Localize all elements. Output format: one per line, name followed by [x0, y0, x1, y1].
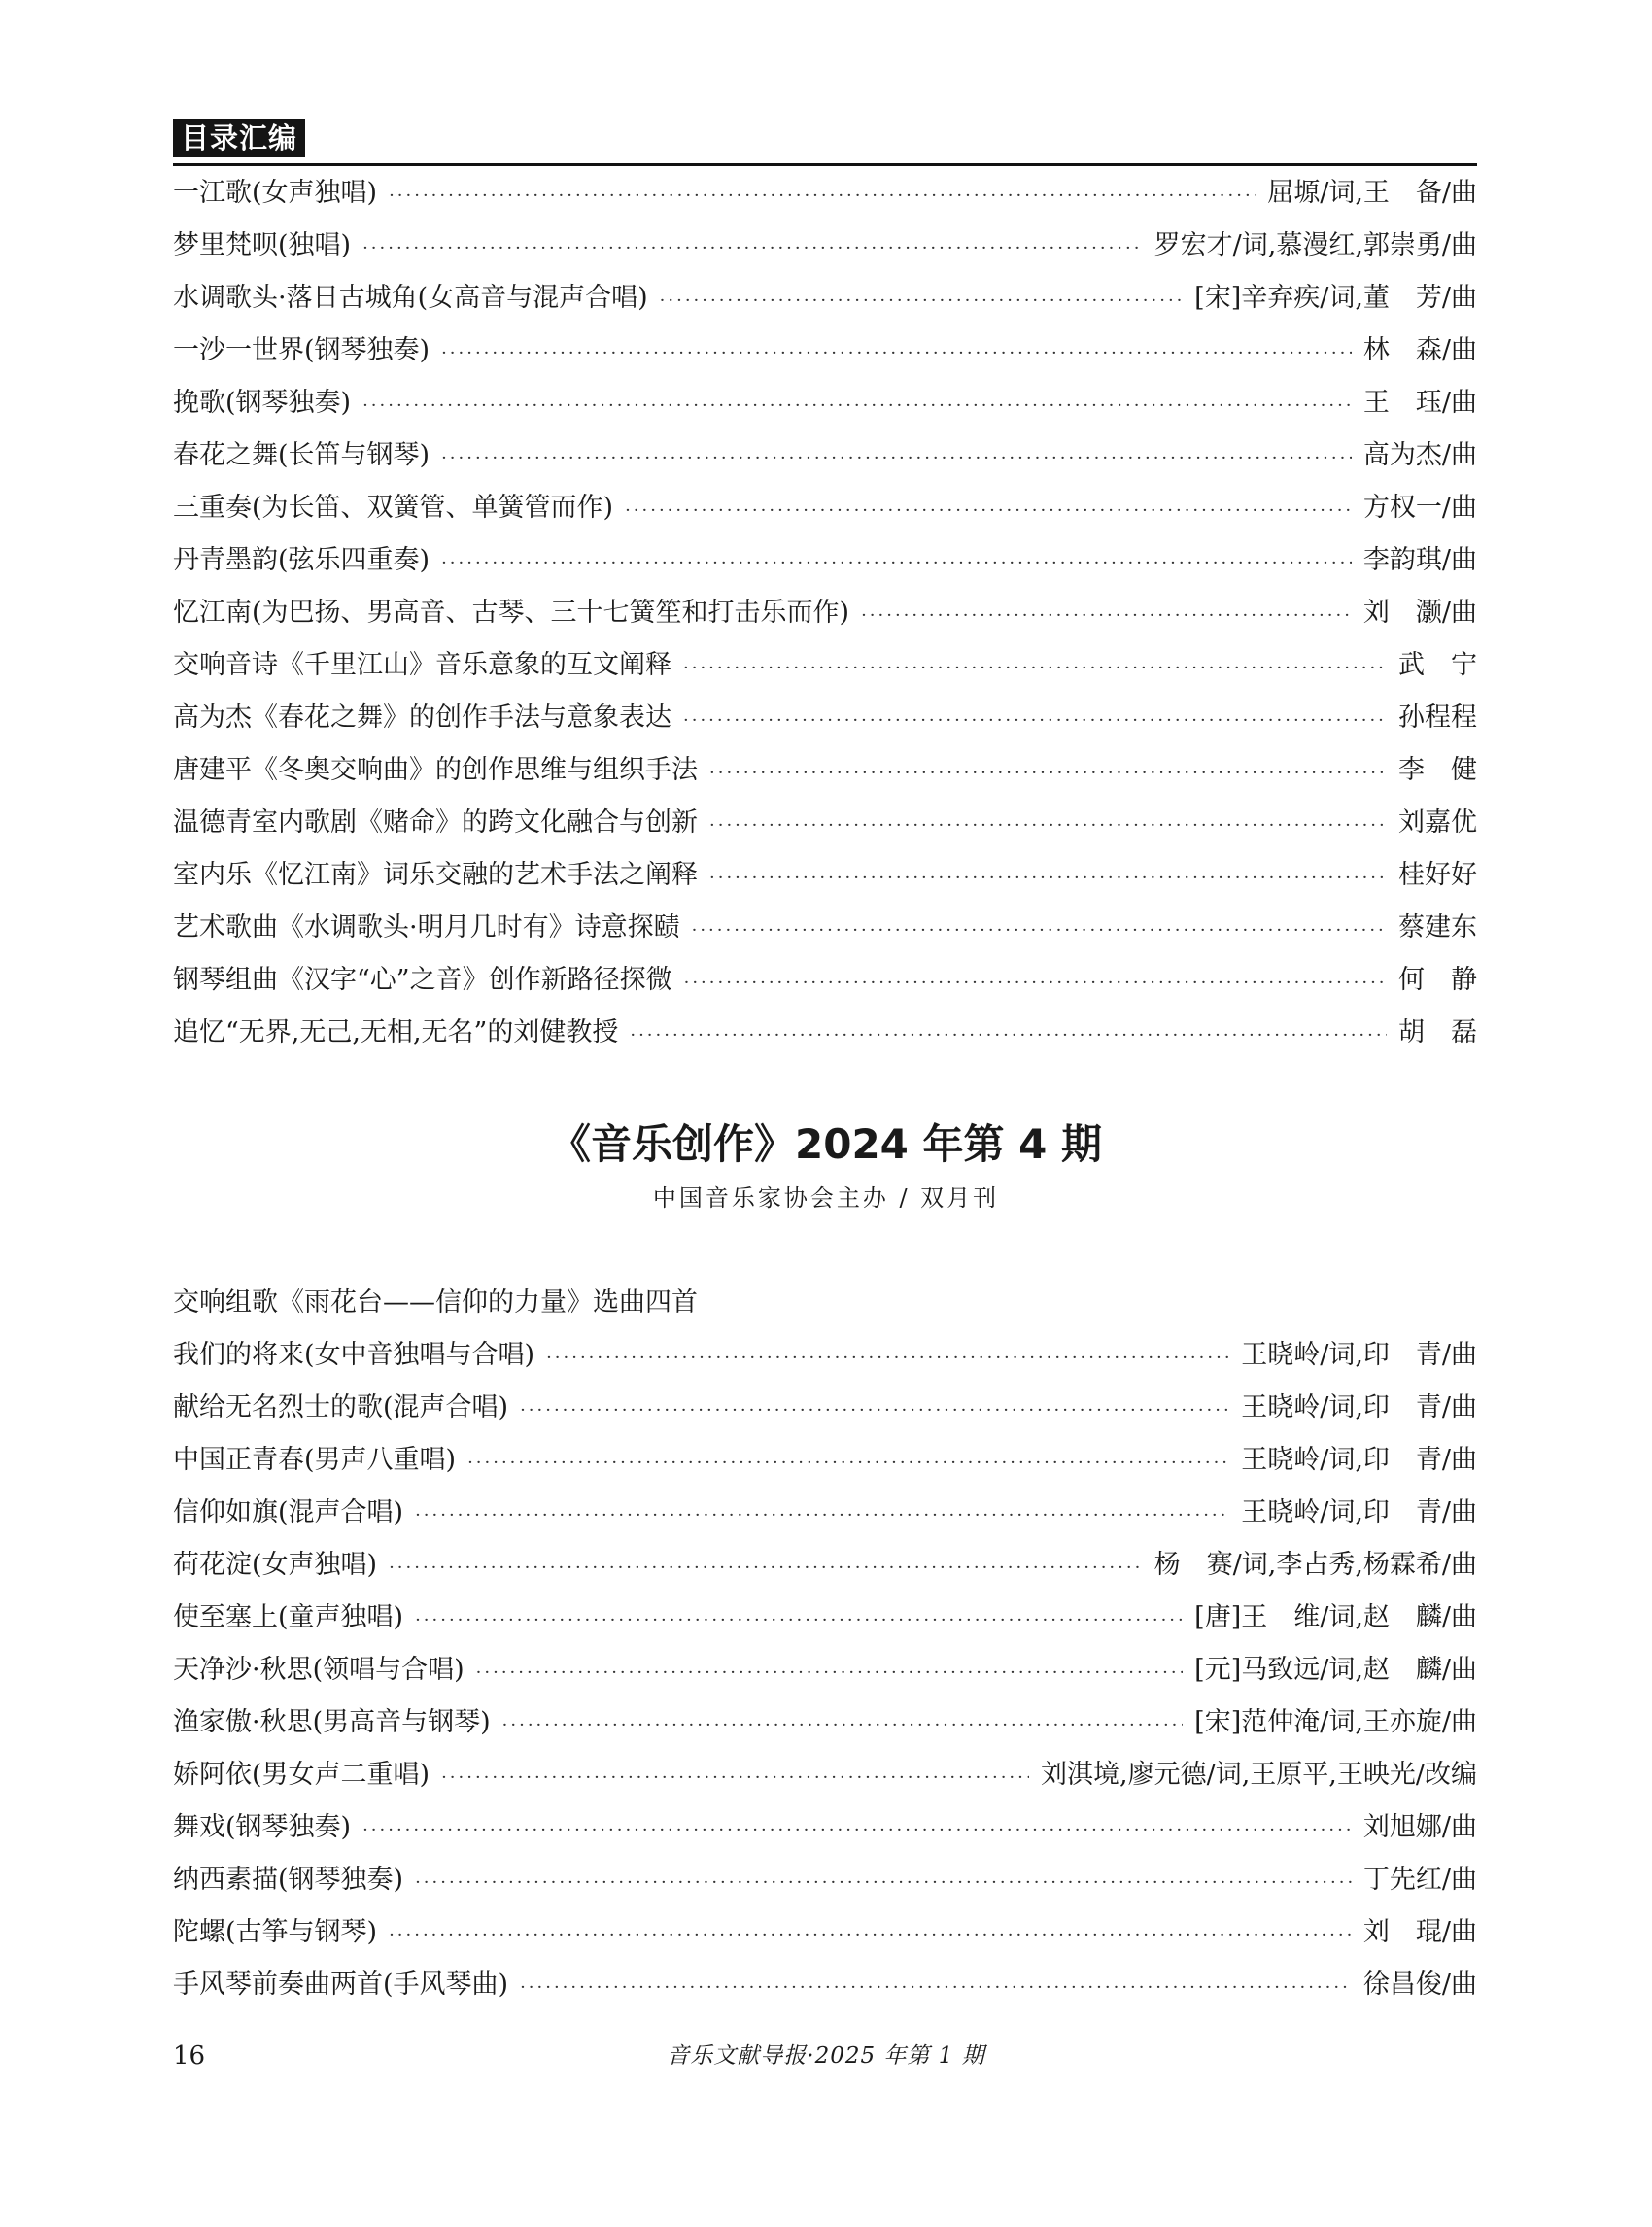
entry-author: 何 静	[1398, 965, 1477, 995]
dot-leader	[362, 223, 1143, 275]
entry-title: 中国正青春(男声八重唱)	[173, 1445, 457, 1475]
toc-entry[interactable]	[173, 1487, 1477, 1539]
entry-title: 天净沙·秋思(领唱与合唱)	[173, 1655, 465, 1685]
toc-entry[interactable]	[173, 1801, 1477, 1854]
dot-leader	[683, 642, 1387, 695]
toc-list-current-issue	[173, 1277, 1477, 2011]
dot-leader	[362, 1804, 1352, 1857]
toc-entry[interactable]	[173, 1959, 1477, 2011]
entry-author: [元]马致远/词,赵 麟/曲	[1194, 1655, 1477, 1685]
dot-leader	[415, 1857, 1352, 1909]
toc-entry[interactable]	[173, 482, 1477, 534]
toc-entry[interactable]	[173, 1434, 1477, 1487]
entry-author: [宋]辛弃疾/词,董 芳/曲	[1194, 283, 1477, 313]
toc-entry[interactable]	[173, 220, 1477, 272]
section-header	[173, 115, 1477, 166]
entry-author: 王晓岭/词,印 青/曲	[1241, 1445, 1477, 1475]
entry-title: 信仰如旗(混声合唱)	[173, 1497, 404, 1527]
entry-author: 王晓岭/词,印 青/曲	[1241, 1392, 1477, 1422]
dot-leader	[709, 747, 1387, 800]
entry-title: 挽歌(钢琴独奏)	[173, 388, 352, 418]
dot-leader	[467, 1437, 1229, 1490]
toc-entry[interactable]	[173, 797, 1477, 849]
entry-title: 我们的将来(女中音独唱与合唱)	[173, 1340, 535, 1370]
entry-title: 荷花淀(女声独唱)	[173, 1550, 378, 1580]
entry-author: 杨 赛/词,李占秀,杨霖希/曲	[1153, 1550, 1477, 1580]
toc-entry[interactable]	[173, 377, 1477, 429]
entry-title: 陀螺(古筝与钢琴)	[173, 1917, 378, 1947]
toc-entry[interactable]	[173, 1329, 1477, 1382]
dot-leader	[415, 1594, 1183, 1647]
toc-entry[interactable]	[173, 1644, 1477, 1696]
entry-title: 春花之舞(长笛与钢琴)	[173, 440, 430, 470]
dot-leader	[660, 275, 1184, 327]
toc-entry[interactable]	[173, 1696, 1477, 1749]
toc-entry[interactable]	[173, 1007, 1477, 1059]
entry-author: 王 珏/曲	[1362, 388, 1477, 418]
entry-title: 钢琴组曲《汉字“心”之音》创作新路径探微	[173, 965, 672, 995]
dot-leader	[389, 1909, 1352, 1962]
entry-title: 丹青墨韵(弦乐四重奏)	[173, 545, 430, 575]
toc-entry[interactable]	[173, 272, 1477, 325]
entry-title: 渔家傲·秋思(男高音与钢琴)	[173, 1707, 491, 1737]
toc-entry[interactable]	[173, 429, 1477, 482]
toc-entry[interactable]	[173, 849, 1477, 902]
toc-entry[interactable]	[173, 1749, 1477, 1801]
dot-leader	[546, 1332, 1229, 1385]
entry-author: [唐]王 维/词,赵 麟/曲	[1194, 1602, 1477, 1632]
toc-entry[interactable]	[173, 1854, 1477, 1906]
dot-leader	[692, 905, 1387, 957]
entry-author: 徐昌俊/曲	[1362, 1970, 1477, 2000]
dot-leader	[441, 432, 1352, 485]
entry-author: 王晓岭/词,印 青/曲	[1241, 1497, 1477, 1527]
entry-title: 娇阿依(男女声二重唱)	[173, 1760, 430, 1790]
entry-title: 追忆“无界,无己,无相,无名”的刘健教授	[173, 1017, 619, 1047]
toc-entry[interactable]	[173, 587, 1477, 639]
dot-leader	[441, 537, 1352, 590]
entry-author: 王晓岭/词,印 青/曲	[1241, 1340, 1477, 1370]
dot-leader	[415, 1490, 1229, 1542]
section-tag: 目录汇编	[173, 119, 305, 157]
toc-entry[interactable]	[173, 167, 1477, 220]
entry-title: 一沙一世界(钢琴独奏)	[173, 335, 430, 365]
entry-author: 刘 灏/曲	[1362, 598, 1477, 628]
entry-title: 手风琴前奏曲两首(手风琴曲)	[173, 1970, 509, 2000]
toc-entry[interactable]	[173, 534, 1477, 587]
entry-author: 桂好好	[1398, 860, 1477, 890]
entry-author: 刘嘉优	[1398, 807, 1477, 838]
entry-author: 孙程程	[1398, 702, 1477, 733]
entry-title: 水调歌头·落日古城角(女高音与混声合唱)	[173, 283, 648, 313]
toc-list-previous-issue	[173, 167, 1477, 1059]
dot-leader	[502, 1699, 1184, 1752]
toc-entry[interactable]	[173, 902, 1477, 954]
entry-author: 林 森/曲	[1362, 335, 1477, 365]
entry-title: 纳西素描(钢琴独奏)	[173, 1865, 404, 1895]
issue-title: 《音乐创作》2024 年第 4 期	[550, 1120, 1102, 1168]
entry-author: 丁先红/曲	[1362, 1865, 1477, 1895]
entry-title: 一江歌(女声独唱)	[173, 178, 378, 208]
toc-entry[interactable]	[173, 692, 1477, 744]
entry-title: 温德青室内歌剧《赌命》的跨文化融合与创新	[173, 807, 698, 838]
entry-title: 梦里梵呗(独唱)	[173, 230, 352, 260]
entry-author: 罗宏才/词,慕漫红,郭崇勇/曲	[1153, 230, 1477, 260]
toc-entry[interactable]	[173, 325, 1477, 377]
entry-author: 李韵琪/曲	[1362, 545, 1477, 575]
entry-title: 艺术歌曲《水调歌头·明月几时有》诗意探赜	[173, 912, 680, 942]
dot-leader	[684, 957, 1387, 1010]
toc-entry[interactable]	[173, 1906, 1477, 1959]
entry-author: 刘淇境,廖元德/词,王原平,王映光/改编	[1041, 1760, 1477, 1790]
entry-title: 室内乐《忆江南》词乐交融的艺术手法之阐释	[173, 860, 698, 890]
toc-entry[interactable]	[173, 639, 1477, 692]
dot-leader	[362, 380, 1352, 432]
toc-entry[interactable]	[173, 1382, 1477, 1434]
page-number: 16	[173, 2041, 206, 2071]
dot-leader	[630, 1010, 1387, 1062]
entry-title: 舞戏(钢琴独奏)	[173, 1812, 352, 1842]
entry-author: 屈塬/词,王 备/曲	[1267, 178, 1477, 208]
dot-leader	[520, 1385, 1229, 1437]
journal-footer: 音乐文献导报·2025 年第 1 期	[667, 2043, 985, 2069]
group-heading[interactable]: 交响组歌《雨花台——信仰的力量》选曲四首	[173, 1287, 698, 1318]
entry-author: 蔡建东	[1398, 912, 1477, 942]
dot-leader	[625, 485, 1352, 537]
entry-author: 武 宁	[1398, 650, 1477, 680]
entry-author: 刘旭娜/曲	[1362, 1812, 1477, 1842]
toc-entry[interactable]	[173, 744, 1477, 797]
entry-title: 高为杰《春花之舞》的创作手法与意象表达	[173, 702, 671, 733]
entry-title: 使至塞上(童声独唱)	[173, 1602, 404, 1632]
issue-subtitle: 中国音乐家协会主办 / 双月刊	[652, 1184, 1000, 1212]
entry-title: 忆江南(为巴扬、男高音、古琴、三十七簧笙和打击乐而作)	[173, 598, 850, 628]
dot-leader	[389, 1542, 1143, 1594]
entry-title: 交响音诗《千里江山》音乐意象的互文阐释	[173, 650, 671, 680]
dot-leader	[441, 1752, 1029, 1804]
dot-leader	[476, 1647, 1184, 1699]
entry-title: 三重奏(为长笛、双簧管、单簧管而作)	[173, 493, 614, 523]
dot-leader	[683, 695, 1387, 747]
dot-leader	[709, 800, 1387, 852]
entry-title: 献给无名烈士的歌(混声合唱)	[173, 1392, 509, 1422]
entry-author: 方权一/曲	[1362, 493, 1477, 523]
dot-leader	[441, 327, 1352, 380]
dot-leader	[861, 590, 1352, 642]
entry-title: 唐建平《冬奥交响曲》的创作思维与组织手法	[173, 755, 698, 785]
toc-entry[interactable]	[173, 954, 1477, 1007]
entry-author: 刘 琨/曲	[1362, 1917, 1477, 1947]
entry-author: 高为杰/曲	[1362, 440, 1477, 470]
entry-author: 李 健	[1398, 755, 1477, 785]
dot-leader	[389, 170, 1256, 223]
dot-leader	[520, 1962, 1352, 2014]
dot-leader	[709, 852, 1387, 905]
entry-author: [宋]范仲淹/词,王亦旋/曲	[1194, 1707, 1477, 1737]
toc-entry[interactable]	[173, 1539, 1477, 1592]
toc-entry[interactable]	[173, 1592, 1477, 1644]
entry-author: 胡 磊	[1398, 1017, 1477, 1047]
